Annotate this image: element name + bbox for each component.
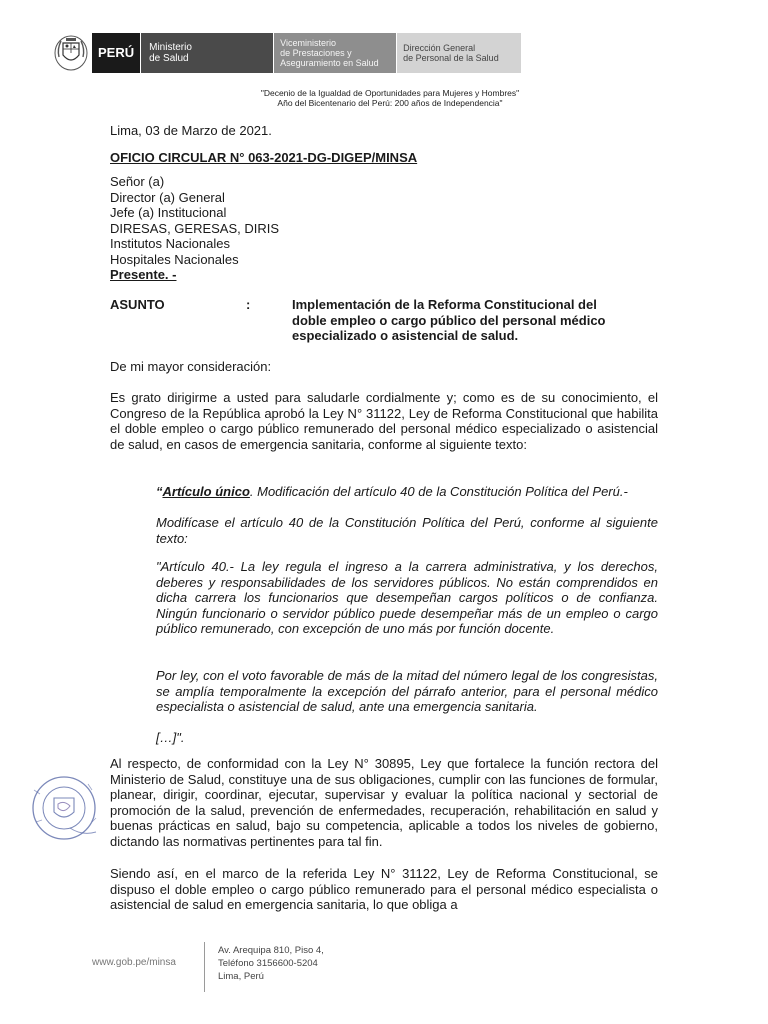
open-quote: “ [156, 484, 163, 499]
asunto-line: doble empleo o cargo público del personal médico [292, 312, 606, 328]
ministry-label: Ministerio de Salud [141, 33, 273, 73]
asunto-line: especializado o asistencial de salud. [292, 328, 519, 343]
paragraph-ley-30895: Al respecto, de conformidad con la Ley N° 30895, Ley que fortalece la función rectora del Ministerio de Salud, constituye una de sus obligaciones, cumplir con las funciones de formular, planear, dirigir, coordinar, ejecutar, supervisar y evaluar la política nacional y sectorial de promoción de la salud, prevención de enfermedades, recuperación, rehabilitación en salud y buenas prácticas en salud, bajo su competencia, aplicable a todos los niveles de gobierno, dictando las normativas pertinentes para tal fin. [110, 756, 658, 849]
coat-of-arms-icon [54, 35, 88, 71]
paragraph-ley-31122: Siendo así, en el marco de la referida Ley N° 31122, Ley de Reforma Constitucional, se dispuso el doble empleo o cargo público remunerado para el personal médico especialista o asistencial de salud en emergencia sanitaria, lo que obliga a [110, 866, 658, 912]
oficio-reference: OFICIO CIRCULAR N° 063-2021-DG-DIGEP/MINSA [110, 150, 418, 165]
letter-date: Lima, 03 de Marzo de 2021. [110, 123, 272, 138]
ministry-seal-stamp [30, 770, 102, 852]
decenio-motto [150, 88, 630, 108]
asunto-text [292, 297, 606, 344]
articulo-unico-rest: . Modificación del artículo 40 de la Constitución Política del Perú.- [249, 484, 628, 499]
asunto-label: ASUNTO [110, 297, 165, 312]
por-ley-text: Por ley, con el voto favorable de más de la mitad del número legal de los congresistas, se amplía temporalmente la excepción del párrafo anterior, para el personal médico especialista o asistencial de salud, ante una emergencia sanitaria. [156, 668, 658, 714]
peru-label: PERÚ [92, 33, 140, 73]
greeting: De mi mayor consideración: [110, 359, 272, 374]
recipient-line: Institutos Nacionales [110, 236, 230, 251]
recipient-line: Jefe (a) Institucional [110, 205, 227, 220]
recipient-line: DIRESAS, GERESAS, DIRIS [110, 220, 280, 236]
paragraph-intro: Es grato dirigirme a usted para saludarle cordialmente y; como es de su conocimiento, el Congreso de la República aprobó la Ley N° 31122, Ley de Reforma Constitucional que habilita el doble empleo o cargo público remunerado del personal médico especializado o asistencial de salud, en casos de emergencia sanitaria, conforme al siguiente texto: [110, 390, 658, 452]
recipient-line: Señor (a) [110, 174, 165, 189]
decenio-line: "Decenio de la Igualdad de Oportunidades para Mujeres y Hombres" [260, 88, 520, 98]
address-line: Av. Arequipa 810, Piso 4, [218, 945, 324, 956]
recipient-line: Hospitales Nacionales [110, 251, 239, 267]
bicentenario-line: Año del Bicentenario del Perú: 200 años de Independencia" [277, 98, 503, 108]
articulo-40-text: "Artículo 40.- La ley regula el ingreso a la carrera administrativa, y los derechos, deberes y responsabilidades de los servidores públicos. No están comprendidos en dicha carrera los funcionarios que desempeñan cargos políticos o de confianza. Ningún funcionario o servidor público puede desempeñar más de un empleo o cargo público remunerado, con excepción de uno más por función docente. [156, 559, 658, 636]
directorate-label: Dirección General de Personal de la Salud [397, 33, 521, 73]
footer-divider [204, 942, 205, 992]
quote-ellipsis: […]". [156, 730, 185, 745]
articulo-unico-label: Artículo único [162, 484, 250, 499]
footer-address [218, 944, 324, 983]
asunto-colon: : [246, 297, 251, 312]
phone-line: Teléfono 3156600-5204 [218, 958, 318, 969]
articulo-unico-heading [156, 484, 658, 500]
recipients-block [110, 174, 279, 283]
recipient-line: Director (a) General [110, 189, 225, 205]
letterhead [54, 33, 521, 73]
footer-website: www.gob.pe/minsa [92, 957, 176, 968]
presente-line: Presente. - [110, 267, 177, 282]
viceministry-label: Viceministerio de Prestaciones y Aseguramiento en Salud [274, 33, 396, 73]
city-line: Lima, Perú [218, 971, 264, 982]
asunto-line: Implementación de la Reforma Constitucional del [292, 297, 597, 312]
articulo-intro: Modifícase el artículo 40 de la Constitución Política del Perú, conforme al siguiente texto: [156, 515, 658, 546]
